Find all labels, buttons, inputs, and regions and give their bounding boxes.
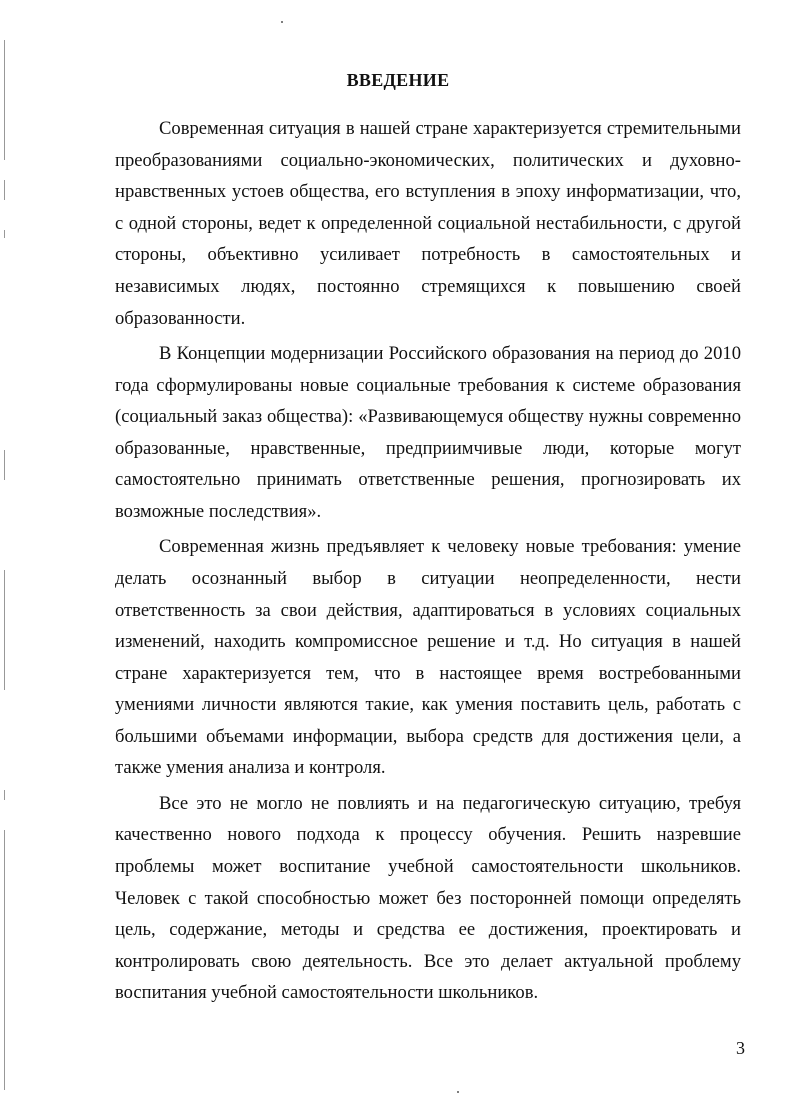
document-title: ВВЕДЕНИЕ [346, 70, 450, 90]
paragraph: Все это не могло не повлиять и на педагогическую ситуацию, требуя качественно нового подхода к процессу обучения. Решить назревшие проблемы может воспитание учебной самостоятельности школьников. Человек с такой способностью может без посторонней помощи определять цель, содержание, методы и средства ее достижения, проектировать и контролировать свою деятельность. Все это делает актуальной проблему воспитания учебной самостоятельности школьников. [115, 792, 741, 1004]
document-body [115, 113, 741, 1013]
scan-speck [457, 1091, 459, 1093]
paragraph: Современная ситуация в нашей стране характеризуется стремительными преобразованиями социально-экономических, политических и духовно-нравственных устоев общества, его вступления в эпоху информатизации, что, с одной стороны, ведет к определенной социальной нестабильности, с другой стороны, объективно усиливает потребность в самостоятельных и независимых людях, постоянно стремящихся к повышению своей образованности. [115, 118, 741, 329]
page-number: 3 [736, 1038, 745, 1058]
scan-speck [281, 21, 283, 23]
scan-binding-edge [0, 30, 14, 1090]
paragraph: Современная жизнь предъявляет к человеку новые требования: умение делать осознанный выбор в ситуации неопределенности, нести ответственность за свои действия, адаптироваться в условиях социальных изменений, находить компромиссное решение и т.д. Но ситуация в нашей стране характеризуется тем, что в настоящее время востребованными умениями личности являются такие, как умения поставить цель, работать с большими объемами информации, выбора средств для достижения цели, а также умения анализа и контроля. [115, 536, 741, 779]
paragraph: В Концепции модернизации Российского образования на период до 2010 года сформулированы новые социальные требования к системе образования (социальный заказ общества): «Развивающемуся обществу нужны современно образованные, нравственные, предприимчивые люди, которые могут самостоятельно принимать ответственные решения, прогнозировать их возможные последствия». [115, 342, 741, 522]
